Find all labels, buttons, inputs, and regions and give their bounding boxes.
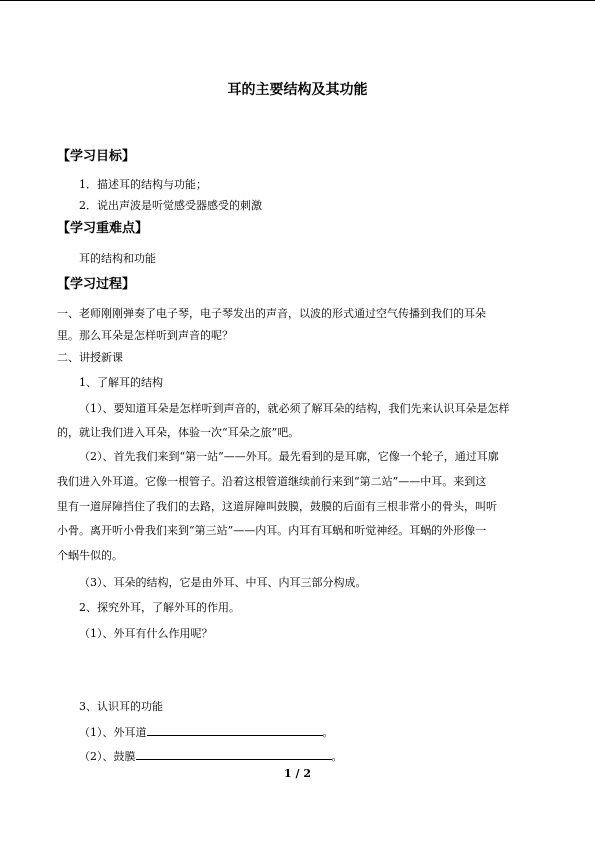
goal-item: 1．描述耳的结构与功能； xyxy=(79,178,207,191)
paragraph: 小骨。离开听小骨我们来到“第三站”——内耳。内耳有耳蜗和听觉神经。耳蜗的外形像一 xyxy=(57,524,487,537)
fill-in-label: （2）、鼓膜 xyxy=(79,750,136,763)
paragraph: 二、讲授新课 xyxy=(57,351,123,364)
answer-blank[interactable] xyxy=(147,723,323,736)
period: 。 xyxy=(331,750,343,763)
paragraph: （2）、首先我们来到“第一站”——外耳。最先看到的是耳廓，它像一个轮子，通过耳廓 xyxy=(79,450,499,463)
paragraph: 里。那么耳朵是怎样听到声音的呢？ xyxy=(57,329,233,342)
paragraph: 我们进入外耳道。它像一根管子。沿着这根管道继续前行来到“第二站”——中耳。来到这 xyxy=(57,475,487,488)
fill-in-label: （1）、外耳道 xyxy=(79,726,147,739)
paragraph: 的，就让我们进入耳朵，体验一次“耳朵之旅”吧。 xyxy=(57,426,300,439)
process-heading: 【学习过程】 xyxy=(57,277,136,292)
paragraph: 里有一道屏障挡住了我们的去路，这道屏障叫鼓膜，鼓膜的后面有三根非常小的骨头，叫听 xyxy=(57,500,497,513)
paragraph: 个蜗牛似的。 xyxy=(57,549,123,562)
goal-item: 2．说出声波是听觉感受器感受的刺激 xyxy=(79,199,262,212)
paragraph: 3、认识耳的功能 xyxy=(79,700,163,713)
goals-heading: 【学习目标】 xyxy=(57,149,136,164)
paragraph: （1）、外耳有什么作用呢？ xyxy=(79,627,213,640)
paragraph: 1、了解耳的结构 xyxy=(79,376,163,389)
top-border xyxy=(0,0,595,1)
paragraph: （1）、要知道耳朵是怎样听到声音的，就必须了解耳朵的结构，我们先来认识耳朵是怎样 xyxy=(79,402,510,415)
paragraph: 一、老师刚刚弹奏了电子琴，电子琴发出的声音，以波的形式通过空气传播到我们的耳朵 xyxy=(57,307,486,320)
period: 。 xyxy=(322,726,334,739)
page-number: 1 / 2 xyxy=(284,767,311,780)
page-title: 耳的主要结构及其功能 xyxy=(227,82,368,98)
fill-in-line xyxy=(79,747,343,764)
paragraph: （3）、耳朵的结构，它是由外耳、中耳、内耳三部分构成。 xyxy=(79,576,367,589)
key-heading: 【学习重难点】 xyxy=(57,221,149,236)
answer-blank[interactable] xyxy=(136,747,332,760)
key-text: 耳的结构和功能 xyxy=(79,252,156,265)
fill-in-line xyxy=(79,723,334,740)
paragraph: 2、探究外耳，了解外耳的作用。 xyxy=(79,601,240,614)
